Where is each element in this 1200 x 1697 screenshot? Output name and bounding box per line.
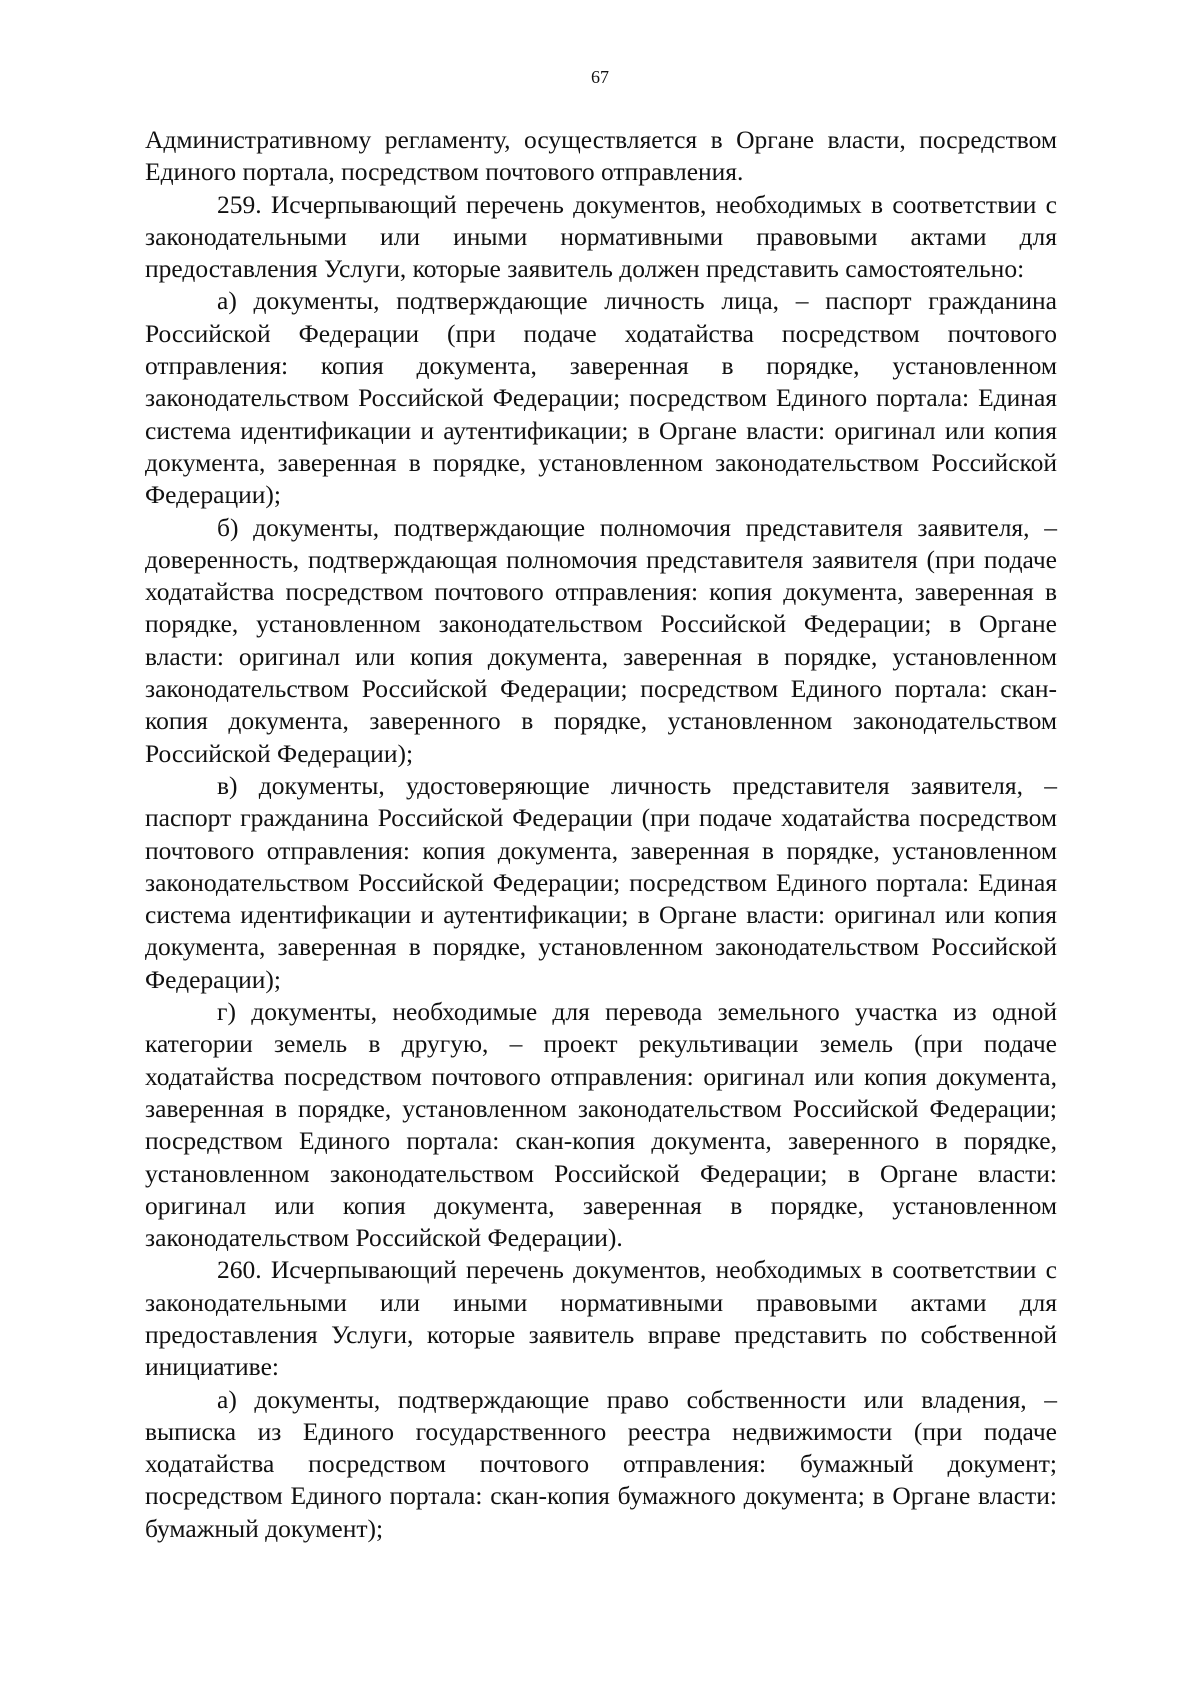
paragraph-259-g: г) документы, необходимые для перевода земельного участка из одной категории земель в другую, – проект рекультивации земель (при подаче ходатайства посредством почтового отправления: оригинал или копия документа, заверенная в порядке, установленном законодательством Российской Федерации; посредством Единого портала: скан-копия документа, заверенного в порядке, установленном законодательством Российской Федерации; в Органе власти: оригинал или копия документа, заверенная в порядке, установленном законодательством Российской Федерации). (145, 997, 1057, 1253)
paragraph-260-a: а) документы, подтверждающие право собственности или владения, – выписка из Единого государственного реестра недвижимости (при подаче ходатайства посредством почтового отправления: бумажный документ; посредством Единого портала: скан-копия бумажного документа; в Органе власти: бумажный документ); (145, 1384, 1057, 1543)
document-body (145, 124, 1057, 1545)
paragraph-continuation: Административному регламенту, осуществляется в Органе власти, посредством Единого портала, посредством почтового отправления. (145, 125, 1057, 187)
paragraph-259-v: в) документы, удостоверяющие личность представителя заявителя, – паспорт гражданина Российской Федерации (при подаче ходатайства посредством почтового отправления: копия документа, заверенная в порядке, установленном законодательством Российской Федерации; посредством Единого портала: Единая система идентификации и аутентификации; в Органе власти: оригинал или копия документа, заверенная в порядке, установленном законодательством Российской Федерации); (145, 770, 1057, 994)
paragraph-259-a: а) документы, подтверждающие личность лица, – паспорт гражданина Российской Федерации (при подаче ходатайства посредством почтового отправления: копия документа, заверенная в порядке, установленном законодательством Российской Федерации; посредством Единого портала: Единая система идентификации и аутентификации; в Органе власти: оригинал или копия документа, заверенная в порядке, установленном законодательством Российской Федерации); (145, 286, 1057, 510)
paragraph-260: 260. Исчерпывающий перечень документов, необходимых в соответствии с законодательными или иными нормативными правовыми актами для предоставления Услуги, которые заявитель вправе представить по собственной инициативе: (145, 1255, 1057, 1382)
paragraph-259-b: б) документы, подтверждающие полномочия представителя заявителя, – доверенность, подтверждающая полномочия представителя заявителя (при подаче ходатайства посредством почтового отправления: копия документа, заверенная в порядке, установленном законодательством Российской Федерации; в Органе власти: оригинал или копия документа, заверенная в порядке, установленном законодательством Российской Федерации; посредством Единого портала: скан-копия документа, заверенного в порядке, установленном законодательством Российской Федерации); (145, 512, 1057, 768)
page-number: 67 (591, 67, 609, 87)
paragraph-259: 259. Исчерпывающий перечень документов, необходимых в соответствии с законодательными или иными нормативными правовыми актами для предоставления Услуги, которые заявитель должен представить самостоятельно: (145, 189, 1057, 284)
